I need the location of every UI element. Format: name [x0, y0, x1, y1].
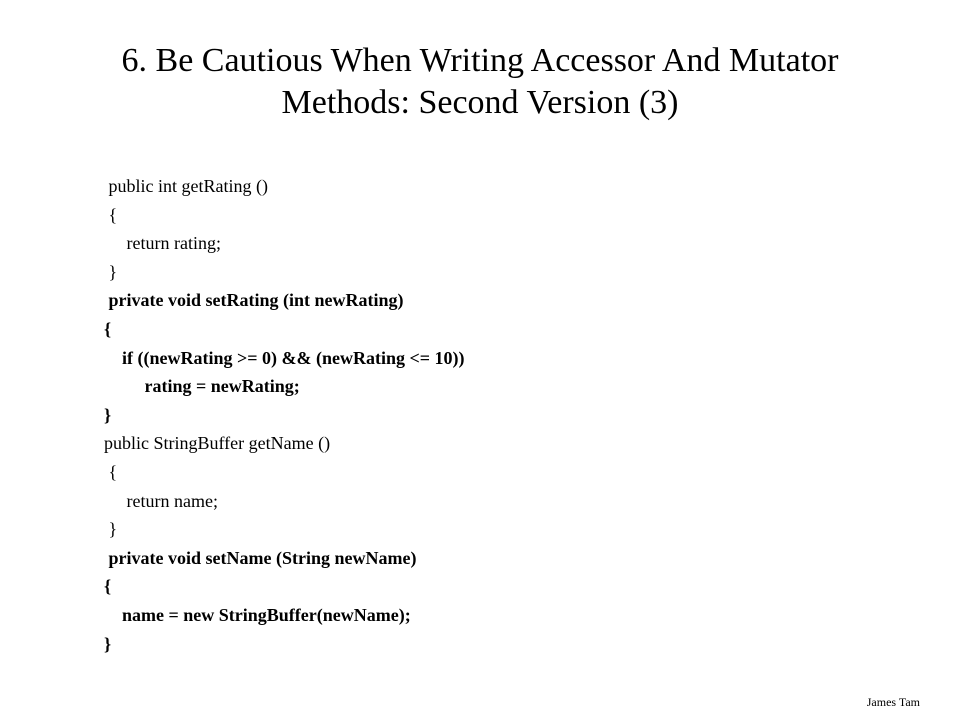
code-line: private void setName (String newName) [104, 547, 417, 568]
code-line: public StringBuffer getName () [104, 433, 331, 454]
code-line: public int getRating () [104, 176, 268, 196]
code-block [104, 172, 924, 658]
slide-title [40, 40, 920, 124]
code-line: } [104, 633, 112, 654]
code-line: } [104, 404, 112, 425]
code-line: { [104, 461, 118, 482]
code-line: } [104, 261, 118, 282]
author-footer: James Tam [866, 695, 920, 709]
code-line: return name; [104, 490, 218, 511]
code-line: { [104, 318, 112, 339]
code-line: rating = newRating; [104, 376, 300, 397]
code-line: { [104, 576, 112, 597]
code-line: name = new StringBuffer(newName); [104, 604, 411, 625]
code-line: { [104, 204, 118, 225]
slide-title-line-1: 6. Be Cautious When Writing Accessor And Mutator [121, 42, 839, 79]
code-line: if ((newRating >= 0) && (newRating <= 10)) [104, 347, 465, 368]
code-line: } [104, 519, 118, 540]
code-line: return rating; [104, 233, 221, 254]
slide-title-line-2: Methods: Second Version (3) [281, 84, 679, 121]
code-line: private void setRating (int newRating) [104, 290, 404, 311]
